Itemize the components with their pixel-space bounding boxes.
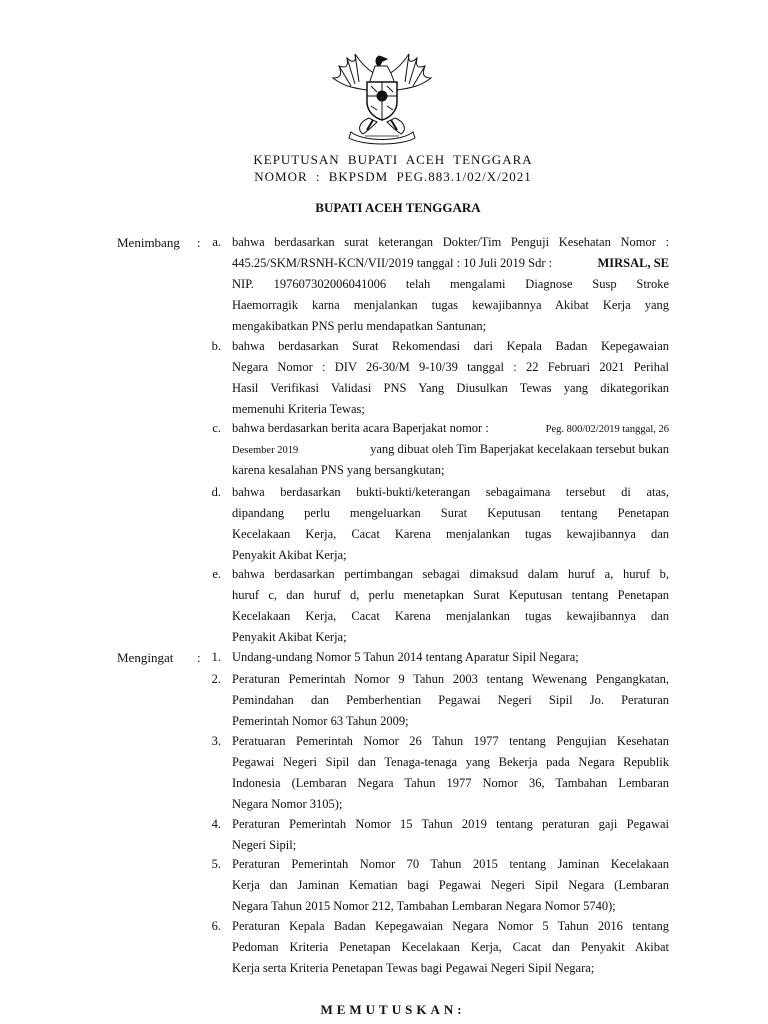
item-line: Peraturan Pemerintah Nomor 70 Tahun 2015 tentang Jaminan Kecelakaan [232, 857, 669, 871]
item-line: Haemorragik karna menjalankan tugas kewajibannya Akibat Kerja yang [232, 298, 669, 312]
item-line: Penyakit Akibat Kerja; [232, 630, 347, 644]
item-line [232, 256, 669, 271]
item-line: bahwa berdasarkan Surat Rekomendasi dari Kepala Badan Kepegawaian [232, 339, 669, 353]
item-marker: d. [211, 485, 221, 499]
item-line: Undang-undang Nomor 5 Tahun 2014 tentang Aparatur Sipil Negara; [232, 650, 579, 664]
item-line: bahwa berdasarkan pertimbangan sebagai dimaksud dalam huruf a, huruf b, [232, 567, 669, 581]
item-line: bahwa berdasarkan surat keterangan Dokter/Tim Penguji Kesehatan Nomor : [232, 235, 669, 249]
item-line: Pedoman Kriteria Penetapan Kecelakaan Kerja, Cacat dan Penyakit Akibat [232, 940, 669, 954]
item-text: 445.25/SKM/RSNH-KCN/VII/2019 tanggal : 10 Juli 2019 Sdr : [232, 256, 553, 270]
item-line: Hasil Verifikasi Validasi PNS Yang Diusulkan Tewas yang dikategorikan [232, 381, 669, 395]
memutuskan-heading: MEMUTUSKAN: [320, 1002, 466, 1017]
item-text: yang dibuat oleh Tim Baperjakat kecelakaan tersebut bukan [370, 442, 669, 456]
item-line: mengakibatkan PNS perlu mendapatkan Santunan; [232, 319, 487, 333]
item-line: Peraturan Pemerintah Nomor 9 Tahun 2003 tentang Wewenang Pengangkatan, [232, 672, 669, 686]
decree-number: NOMOR : BKPSDM PEG.883.1/02/X/2021 [254, 169, 532, 184]
item-line: Negeri Sipil; [232, 838, 297, 852]
item-line: Kecelakaan Kerja, Cacat Karena menjalankan tugas kewajibannya dan [232, 609, 669, 623]
mengingat-label: Mengingat [117, 650, 174, 665]
item-line: Penyakit Akibat Kerja; [232, 548, 347, 562]
item-line: memenuhi Kriteria Tewas; [232, 402, 365, 416]
item-line: Negara Nomor 3105); [232, 797, 343, 811]
item-line: Kerja dan Jaminan Kematian bagi Pegawai Negeri Sipil Negara (Lembaran [232, 878, 669, 892]
item-line: karena kesalahan PNS yang bersangkutan; [232, 463, 445, 477]
item-line: Peraturan Pemerintah Nomor 15 Tahun 2019 tentang peraturan gaji Pegawai [232, 817, 669, 831]
mengingat-colon: : [197, 650, 201, 665]
item-marker: a. [212, 235, 221, 249]
item-line: Pemerintah Nomor 63 Tahun 2009; [232, 714, 409, 728]
item-marker: 4. [211, 817, 221, 831]
item-marker: 6. [211, 919, 221, 933]
item-line: Negara Tahun 2015 Nomor 212, Tambahan Lembaran Negara Nomor 5740); [232, 899, 616, 913]
person-name: MIRSAL, SE [597, 256, 669, 270]
menimbang-colon: : [197, 235, 201, 250]
item-line: Negara Nomor : DIV 26-30/M 9-10/39 tanggal : 22 Februari 2021 Perihal [232, 360, 669, 374]
reference-number: Peg. 800/02/2019 tanggal, 26 [545, 424, 669, 435]
item-marker: 2. [211, 672, 221, 686]
item-marker: e. [212, 567, 221, 581]
item-line: Peraturan Kepala Badan Kepegawaian Negara Nomor 5 Tahun 2016 tentang [232, 919, 669, 933]
garuda-emblem-logo [329, 52, 435, 146]
item-line: Pegawai Negeri Sipil dan Tenaga-tenaga yang Bekerja pada Negara Republik [232, 755, 669, 769]
item-line: Kecelakaan Kerja, Cacat Karena menjalankan tugas kewajibannya dan [232, 527, 669, 541]
reference-date: Desember 2019 [232, 445, 299, 456]
item-line: Pemindahan dan Pemberhentian Pegawai Negeri Sipil Jo. Peraturan [232, 693, 669, 707]
item-marker: 1. [211, 650, 221, 664]
item-line: Kerja serta Kriteria Penetapan Tewas bagi Pegawai Negeri Sipil Negara; [232, 961, 595, 975]
item-line [232, 421, 669, 436]
decree-title: KEPUTUSAN BUPATI ACEH TENGGARA [253, 152, 533, 167]
item-line: Peratuaran Pemerintah Nomor 26 Tahun 1977 tentang Pengujian Kesehatan [232, 734, 669, 748]
item-line: Indonesia (Lembaran Negara Tahun 1977 Nomor 36, Tambahan Lembaran [232, 776, 669, 790]
issuer-heading: BUPATI ACEH TENGGARA [315, 200, 481, 215]
item-line [232, 442, 669, 457]
menimbang-label: Menimbang [117, 235, 180, 250]
item-text: bahwa berdasarkan berita acara Baperjakat nomor : [232, 421, 489, 435]
item-line: huruf c, dan huruf d, perlu menetapkan Surat Keputusan tentang Penetapan [232, 588, 669, 602]
item-line: dipandang perlu mengeluarkan Surat Keputusan tentang Penetapan [232, 506, 669, 520]
item-marker: b. [211, 339, 221, 353]
item-line: NIP. 197607302006041006 telah mengalami Diagnose Susp Stroke [232, 277, 669, 291]
item-marker: c. [212, 421, 221, 435]
item-marker: 5. [211, 857, 221, 871]
item-marker: 3. [211, 734, 221, 748]
item-line: bahwa berdasarkan bukti-bukti/keterangan sebagaimana tersebut di atas, [232, 485, 669, 499]
